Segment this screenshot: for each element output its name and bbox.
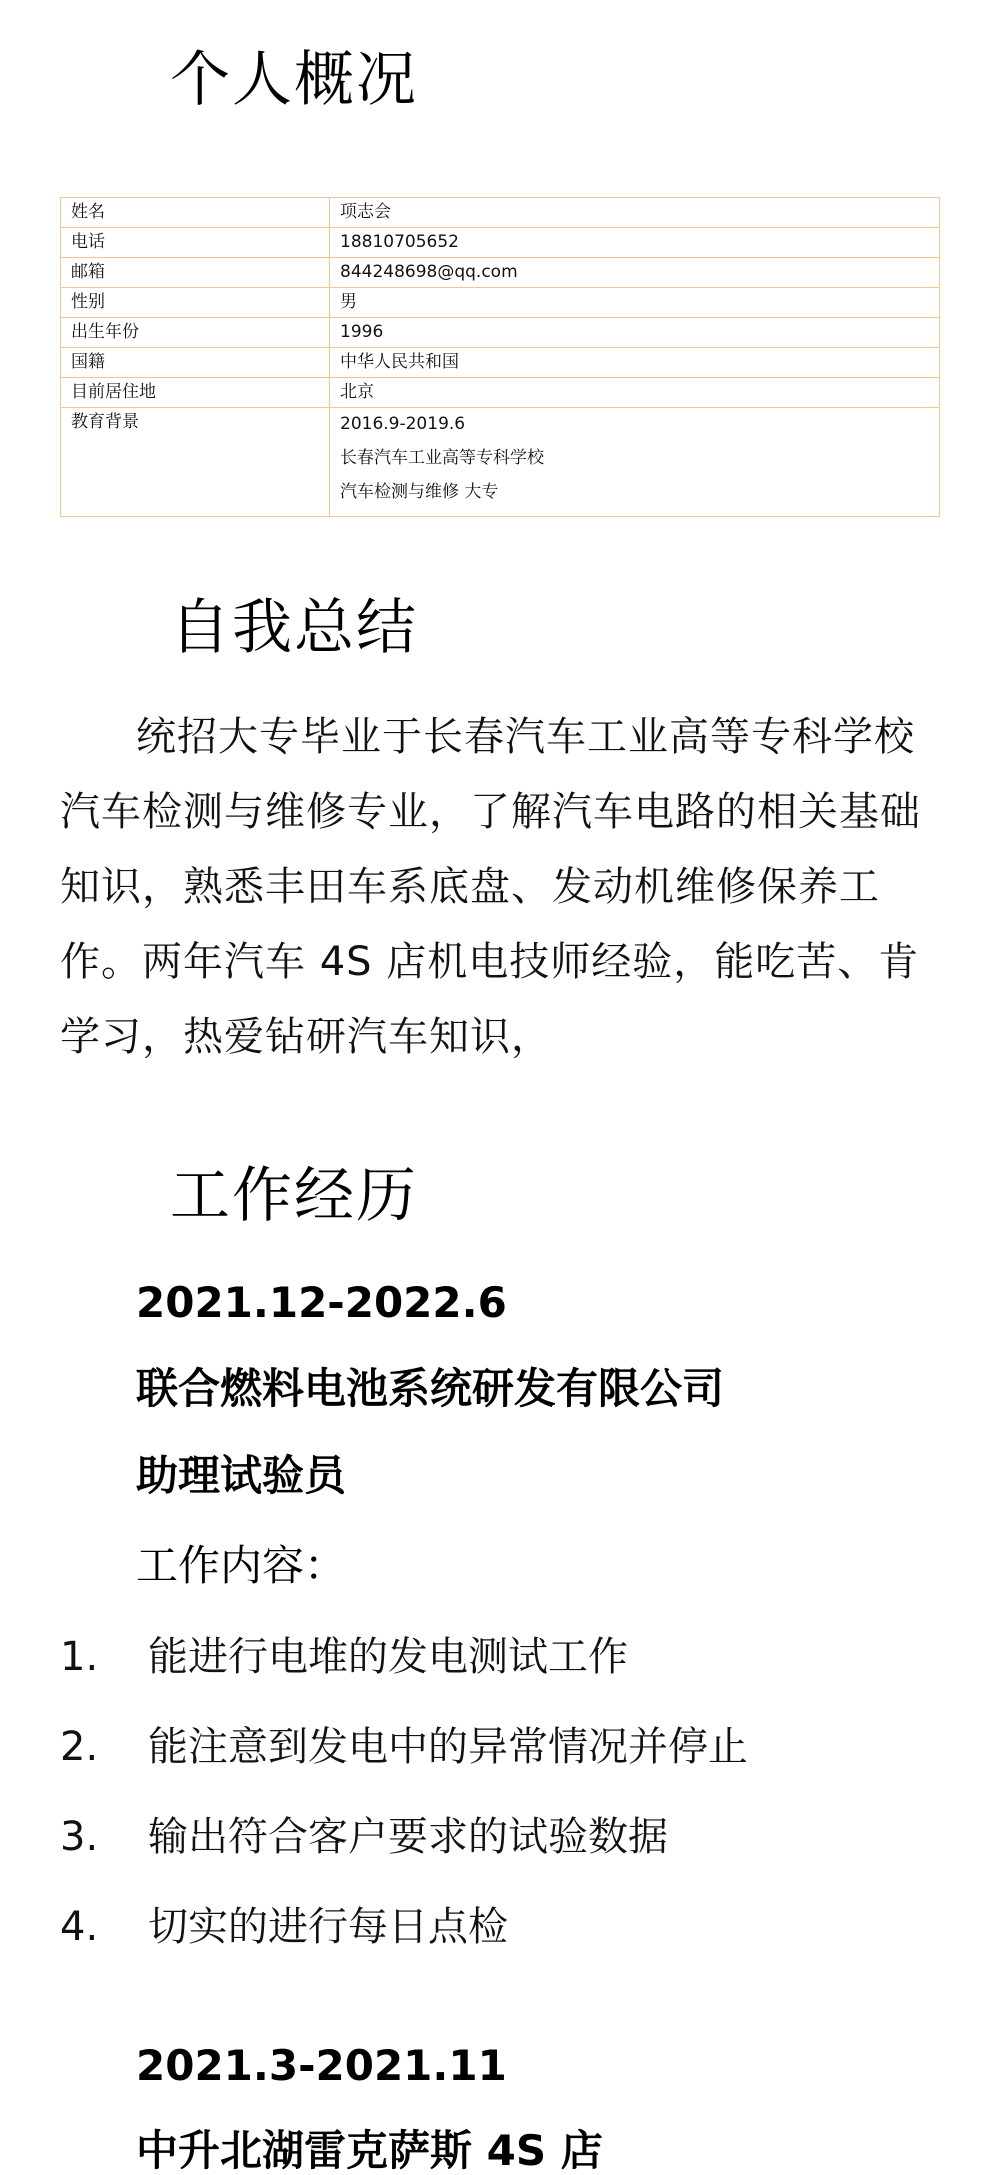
- duty-item: [60, 1902, 748, 1992]
- phone-value: 18810705652: [330, 228, 940, 258]
- job-duties-label: 工作内容：: [136, 1541, 347, 1590]
- profile-section-title: 个人概况: [170, 45, 418, 115]
- duty-text: 输出符合客户要求的试验数据: [148, 1814, 668, 1860]
- job-date: 2021.12-2022.6: [136, 1278, 507, 1327]
- education-school: 长春汽车工业高等专科学校: [340, 448, 544, 468]
- profile-row-birth-year: [61, 318, 940, 348]
- summary-text: 统招大专毕业于长春汽车工业高等专科学校汽车检测与维修专业，了解汽车电路的相关基础知识，熟悉丰田车系底盘、发动机维修保养工作。两年汽车 4S 店机电技师经验，能吃苦、肯学习，热爱钻研汽车知识，: [60, 714, 921, 1060]
- job-company: 中升北湖雷克萨斯 4S 店: [136, 2126, 603, 2175]
- name-label: 姓名: [61, 198, 330, 228]
- duty-item: [60, 1722, 748, 1812]
- education-label: 教育背景: [61, 408, 330, 517]
- email-label: 邮箱: [61, 258, 330, 288]
- duty-number: 3.: [60, 1814, 99, 1860]
- profile-row-email: [61, 258, 940, 288]
- gender-label: 性别: [61, 288, 330, 318]
- duty-item: [60, 1812, 748, 1902]
- profile-row-nationality: [61, 348, 940, 378]
- birth-year-value: 1996: [330, 318, 940, 348]
- summary-section-title: 自我总结: [170, 593, 418, 663]
- residence-label: 目前居住地: [61, 378, 330, 408]
- nationality-value: 中华人民共和国: [330, 348, 940, 378]
- job-duties-list: [60, 1632, 748, 1992]
- residence-value: 北京: [330, 378, 940, 408]
- education-major: 汽车检测与维修 大专: [340, 482, 499, 502]
- profile-table: [60, 197, 940, 517]
- name-value: 项志会: [330, 198, 940, 228]
- education-period: 2016.9-2019.6: [340, 414, 466, 434]
- profile-row-education: [61, 408, 940, 517]
- profile-row-residence: [61, 378, 940, 408]
- duty-number: 2.: [60, 1724, 99, 1770]
- duty-item: [60, 1632, 748, 1722]
- profile-row-name: [61, 198, 940, 228]
- email-value: 844248698@qq.com: [330, 258, 940, 288]
- job-role: 助理试验员: [136, 1451, 347, 1500]
- education-value: [330, 408, 940, 517]
- work-section-title: 工作经历: [170, 1161, 418, 1231]
- duty-text: 能进行电堆的发电测试工作: [148, 1634, 628, 1680]
- gender-value: 男: [330, 288, 940, 318]
- birth-year-label: 出生年份: [61, 318, 330, 348]
- duty-text: 能注意到发电中的异常情况并停止: [148, 1724, 748, 1770]
- duty-text: 切实的进行每日点检: [148, 1904, 508, 1950]
- duty-number: 4.: [60, 1904, 99, 1950]
- profile-row-phone: [61, 228, 940, 258]
- profile-row-gender: [61, 288, 940, 318]
- phone-label: 电话: [61, 228, 330, 258]
- job-company: 联合燃料电池系统研发有限公司: [136, 1364, 725, 1413]
- nationality-label: 国籍: [61, 348, 330, 378]
- duty-number: 1.: [60, 1634, 99, 1680]
- job-date: 2021.3-2021.11: [136, 2041, 507, 2090]
